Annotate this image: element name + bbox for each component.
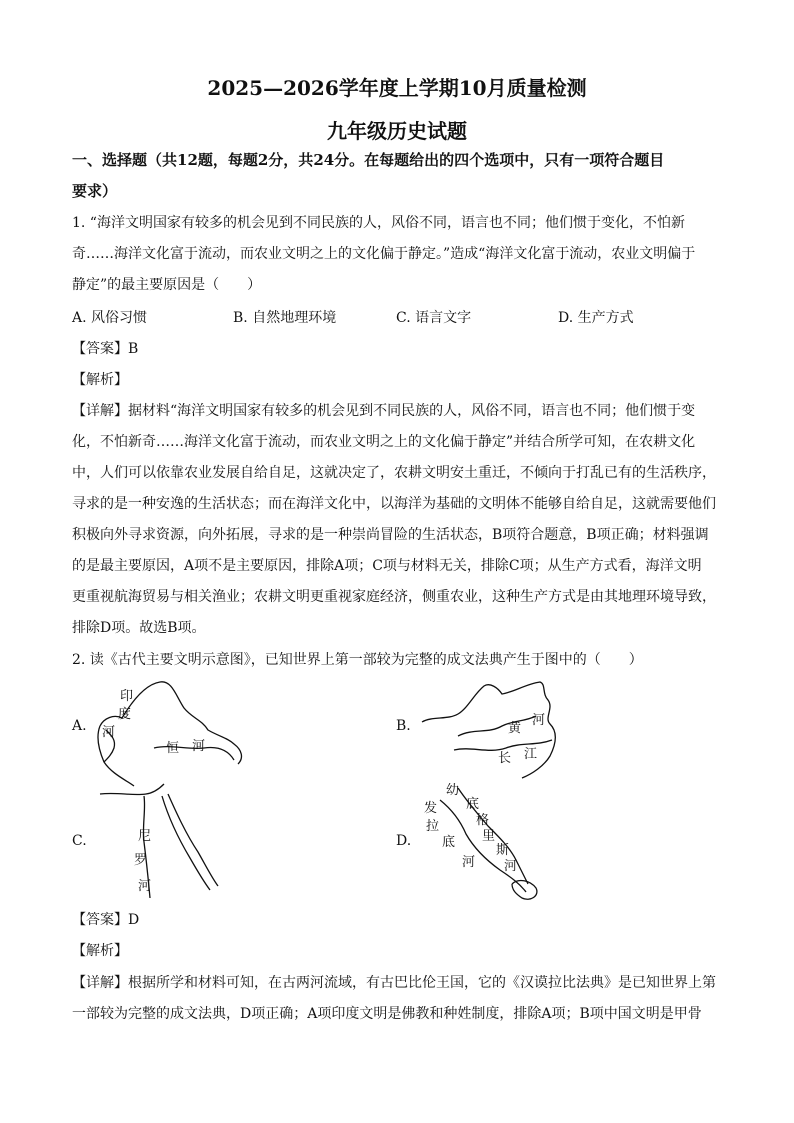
q1-detail-line7: 更重视航海贸易与相关渔业；农耕文明更重视家庭经济，侧重农业，这种生产方式是由其地理环境导致， [72, 589, 716, 605]
map-c-label-3: 河 [138, 879, 152, 894]
q1-option-b: B. 自然地理环境 [233, 310, 337, 326]
q2-option-c-label: C. [72, 833, 87, 849]
map-a-label-2: 度 [118, 707, 132, 722]
map-c-red-sea-west [162, 796, 210, 890]
map-a-india [92, 678, 252, 788]
map-a-label-4: 恒 [166, 741, 180, 756]
q2-detail-line2: 一部较为完整的成文法典，D项正确；A项印度文明是佛教和种姓制度，排除A项；B项中国文明是甲骨 [72, 1006, 702, 1022]
map-a-label-3: 河 [102, 725, 116, 740]
map-d-label-10: 河 [504, 859, 518, 874]
q2-option-a-label: A. [72, 718, 87, 734]
map-b-label-1: 黄 [508, 721, 522, 736]
map-d-label-7: 格 [476, 813, 490, 828]
q2-stem: 2. 读《古代主要文明示意图》，已知世界上第一部较为完整的成文法典产生于图中的（ ） [72, 652, 643, 668]
q1-detail-line1: 【详解】据材料“海洋文明国家有较多的机会见到不同民族的人，风俗不同，语言也不同；他们惯于变 [72, 403, 696, 419]
map-d-label-6: 底 [466, 797, 480, 812]
map-d-label-9: 斯 [496, 843, 510, 858]
map-b-label-2: 河 [532, 713, 546, 728]
q1-option-d: D. 生产方式 [558, 310, 634, 326]
q1-detail-line3: 中，人们可以依靠农业发展自给自足，这就决定了，农耕文明安土重迁，不倾向于打乱已有的生活秩序， [72, 465, 716, 481]
map-c-nile [98, 782, 238, 902]
map-a-label-5: 河 [192, 739, 206, 754]
exam-subtitle: 九年级历史试题 [327, 119, 467, 143]
map-d-label-3: 拉 [426, 819, 440, 834]
q1-detail-line2: 化，不怕新奇……海洋文化富于流动，而农业文明之上的文化偏于静定”并结合所学可知，在农耕文化 [72, 434, 696, 450]
q1-detail-line4: 寻求的是一种安逸的生活状态；而在海洋文化中，以海洋为基础的文明体不能够自给自足，这就需要他们 [72, 496, 716, 512]
q1-detail-line6: 的是最主要原因，A项不是主要原因，排除A项；C项与材料无关，排除C项；从生产方式看，海洋文明 [72, 558, 702, 574]
section-heading-line1: 一、选择题（共12题，每题2分，共24分。在每题给出的四个选项中，只有一项符合题目 [72, 151, 665, 169]
section-heading-line2: 要求） [72, 182, 118, 200]
map-d-label-1: 幼 [446, 783, 460, 798]
map-b-label-4: 江 [524, 747, 538, 762]
q2-detail-line1: 【详解】根据所学和材料可知，在古两河流域，有古巴比伦王国，它的《汉谟拉比法典》是已知世界上第 [72, 975, 716, 991]
map-d-mesopotamia [420, 780, 550, 904]
q1-detail-line5: 积极向外寻求资源，向外拓展，寻求的是一种崇尚冒险的生活状态，B项符合题意，B项正确；材料强调 [72, 527, 709, 543]
q2-option-d-label: D. [396, 833, 412, 849]
map-b-label-3: 长 [498, 751, 512, 766]
q1-stem-line2: 奇……海洋文化富于流动，而农业文明之上的文化偏于静定。”造成“海洋文化富于流动，农业文明偏于 [72, 246, 696, 262]
q2-answer: 【答案】D [72, 912, 140, 928]
map-c-label-1: 尼 [138, 829, 152, 844]
q1-answer: 【答案】B [72, 341, 139, 357]
map-b-yellow-river [458, 716, 536, 736]
map-a-label-1: 印 [120, 689, 134, 704]
map-d-label-8: 里 [482, 829, 496, 844]
q1-option-c: C. 语言文字 [396, 310, 472, 326]
map-b-china [418, 680, 578, 780]
q2-option-b-label: B. [396, 718, 411, 734]
map-c-coast [100, 784, 164, 795]
map-c-red-sea-east [168, 794, 218, 886]
map-b-yangtze-river [454, 740, 552, 750]
map-d-label-4: 底 [442, 835, 456, 850]
exam-title: 2025—2026学年度上学期10月质量检测 [207, 76, 587, 100]
map-c-label-2: 罗 [134, 853, 148, 868]
q1-detail-line8: 排除D项。故选B项。 [72, 620, 206, 636]
map-d-label-5: 河 [462, 855, 476, 870]
map-d-label-2: 发 [424, 801, 438, 816]
q1-option-a: A. 风俗习惯 [72, 310, 148, 326]
q1-stem-line3: 静定”的最主要原因是（ ） [72, 277, 262, 293]
q2-analysis-label: 【解析】 [72, 943, 128, 959]
q1-analysis-label: 【解析】 [72, 372, 128, 388]
q1-stem-line1: 1. “海洋文明国家有较多的机会见到不同民族的人，风俗不同，语言也不同；他们惯于变化，不怕新 [72, 215, 685, 231]
